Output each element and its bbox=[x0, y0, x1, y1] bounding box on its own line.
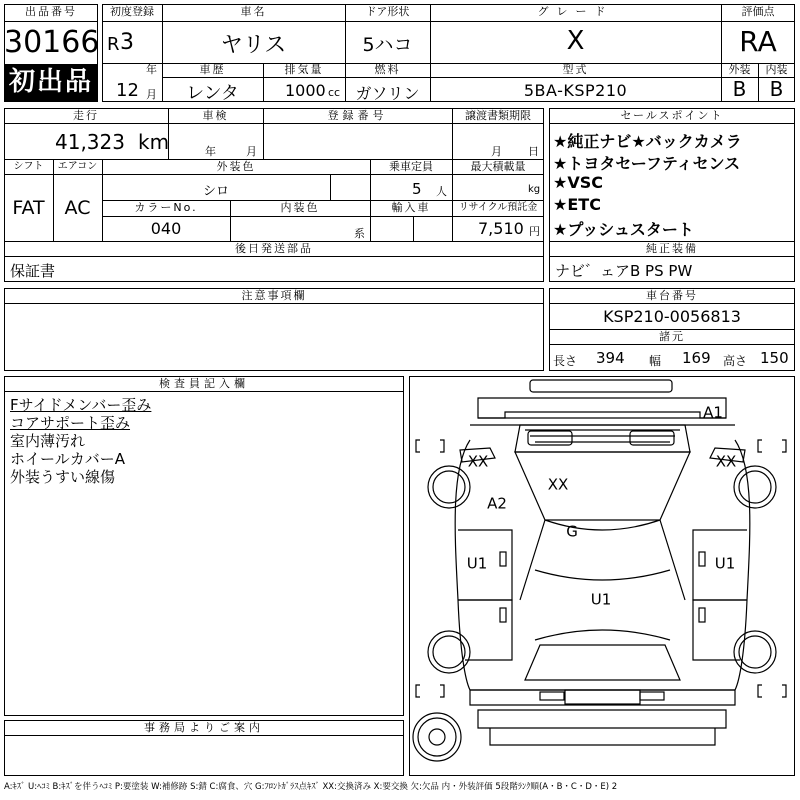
width-value: 169 bbox=[682, 349, 711, 367]
mileage-label: 走行 bbox=[73, 109, 99, 122]
sales-point-item: ★トヨタセーフティセンス bbox=[553, 154, 741, 173]
model-value: 5BA-KSP210 bbox=[523, 81, 628, 100]
mileage-unit: km bbox=[138, 130, 170, 154]
sales-points-label: セールスポイント bbox=[620, 109, 724, 122]
length-value: 394 bbox=[596, 349, 625, 367]
shift-label: シフト bbox=[13, 161, 44, 172]
recycle-label: リサイクル預託金 bbox=[458, 202, 538, 213]
recycle-unit: 円 bbox=[529, 225, 540, 238]
damage-mark: G bbox=[566, 522, 578, 541]
color-no-label: カラーNo. bbox=[134, 201, 198, 214]
displacement-unit: cc bbox=[328, 86, 341, 99]
sales-point-item: ★ETC bbox=[553, 195, 601, 214]
damage-mark: XX bbox=[715, 452, 737, 471]
damage-mark: U1 bbox=[466, 554, 488, 573]
displacement-label: 排気量 bbox=[284, 63, 324, 76]
chassis-value: KSP210-0056813 bbox=[603, 307, 741, 326]
registration-month: 12 bbox=[116, 80, 139, 101]
transfer-month-unit: 月 bbox=[491, 145, 502, 158]
dimensions-label: 諸元 bbox=[659, 330, 685, 343]
exterior-color-value: シロ bbox=[202, 184, 229, 199]
history-value: レンタ bbox=[186, 83, 239, 104]
interior-color-label: 内装色 bbox=[280, 201, 320, 214]
sales-point-item: ★VSC bbox=[553, 173, 603, 192]
capacity-unit: 人 bbox=[436, 185, 447, 198]
lot-number-label: 出品番号 bbox=[25, 5, 77, 18]
inspection-label: 車検 bbox=[202, 109, 229, 122]
ac-value: AC bbox=[64, 197, 91, 219]
office-label: 事務局よりご案内 bbox=[144, 721, 264, 734]
ac-label: エアコン bbox=[57, 161, 98, 172]
inspection-month-unit: 月 bbox=[246, 145, 257, 158]
height-value: 150 bbox=[760, 349, 789, 367]
sales-point-item: ★純正ナビ★バックカメラ bbox=[553, 132, 742, 151]
damage-mark: U1 bbox=[714, 554, 736, 573]
car-name: ヤリス bbox=[220, 33, 287, 58]
capacity-value: 5 bbox=[412, 180, 422, 198]
year-unit: 年 bbox=[146, 63, 157, 76]
color-no-value: 040 bbox=[150, 219, 182, 238]
max-load-label: 最大積載量 bbox=[470, 160, 526, 173]
plate-label: 登録番号 bbox=[327, 109, 388, 122]
grade-label: グレード bbox=[537, 5, 614, 18]
height-label: 高さ bbox=[723, 354, 748, 368]
door-value: 5ハコ bbox=[362, 34, 413, 56]
capacity-label: 乗車定員 bbox=[389, 160, 433, 173]
mileage-value: 41,323 bbox=[55, 130, 125, 154]
damage-code-legend: A:ｷｽﾞ U:ﾍｺﾐ B:ｷｽﾞを伴うﾍｺﾐ P:要塗装 W:補修跡 S:錆 C:腐食、穴 G:ﾌﾛﾝﾄｶﾞﾗｽ点ｷｽﾞ XX:交換済み X:要交換 欠:欠品 内・外装評価 5段階ﾗﾝｸ順(A・B・C・D・E) 2 bbox=[4, 782, 618, 792]
interior-color-unit: 系 bbox=[354, 227, 365, 240]
damage-mark: U1 bbox=[590, 590, 612, 609]
history-label: 車歴 bbox=[199, 63, 226, 76]
length-label: 長さ bbox=[553, 354, 578, 368]
inspector-line: 室内薄汚れ bbox=[10, 432, 86, 450]
month-unit: 月 bbox=[146, 88, 157, 101]
grade-value: X bbox=[566, 26, 585, 56]
lot-number: 30166 bbox=[4, 25, 100, 60]
exterior-color-label: 外装色 bbox=[216, 160, 256, 173]
inspection-year-unit: 年 bbox=[205, 145, 216, 158]
inspector-line: 外装うすい線傷 bbox=[10, 468, 116, 486]
first-registration-label: 初度登録 bbox=[110, 5, 154, 18]
displacement-value: 1000 bbox=[285, 81, 326, 100]
damage-mark: A2 bbox=[487, 494, 507, 513]
genuine-equipment-value: ナビ゛ェアB PS PW bbox=[555, 262, 693, 280]
chassis-label: 車台番号 bbox=[646, 289, 698, 302]
damage-mark: XX bbox=[467, 452, 489, 471]
inspector-line: ホイールカバーA bbox=[10, 450, 125, 468]
interior-grade-value: B bbox=[769, 77, 784, 101]
exterior-grade-value: B bbox=[732, 77, 747, 101]
max-load-unit: kg bbox=[528, 184, 541, 195]
transfer-day-unit: 日 bbox=[528, 145, 539, 158]
door-label: ドア形状 bbox=[365, 5, 410, 18]
inspector-line: Fサイドメンバー歪み bbox=[10, 396, 152, 414]
later-parts-label: 後日発送部品 bbox=[235, 242, 313, 255]
car-name-label: 車名 bbox=[240, 5, 267, 18]
damage-mark: XX bbox=[547, 475, 569, 494]
inspector-line: コアサポート歪み bbox=[10, 414, 131, 432]
era-letter: R bbox=[107, 34, 120, 55]
damage-mark: A1 bbox=[703, 403, 723, 422]
first-listing-badge: 初出品 bbox=[5, 64, 97, 101]
sales-point-item: ★プッシュスタート bbox=[553, 220, 694, 239]
rating-value: RA bbox=[739, 25, 777, 58]
notes-label: 注意事項欄 bbox=[241, 289, 307, 302]
transfer-deadline-label: 譲渡書類期限 bbox=[465, 109, 531, 122]
exterior-grade-label: 外装 bbox=[728, 63, 751, 76]
import-label: 輸入車 bbox=[391, 201, 431, 214]
genuine-equipment-label: 純正装備 bbox=[646, 242, 698, 255]
interior-grade-label: 内装 bbox=[765, 63, 788, 76]
fuel-value: ガソリン bbox=[355, 84, 420, 103]
width-label: 幅 bbox=[649, 354, 662, 368]
shift-value: FAT bbox=[12, 197, 45, 219]
recycle-value: 7,510 bbox=[478, 219, 524, 238]
model-label: 型式 bbox=[562, 63, 589, 76]
inspector-label: 検査員記入欄 bbox=[159, 377, 249, 390]
fuel-label: 燃料 bbox=[374, 63, 401, 76]
rating-label: 評価点 bbox=[741, 5, 775, 18]
registration-year: 3 bbox=[120, 30, 134, 55]
later-parts-value: 保証書 bbox=[10, 262, 56, 280]
